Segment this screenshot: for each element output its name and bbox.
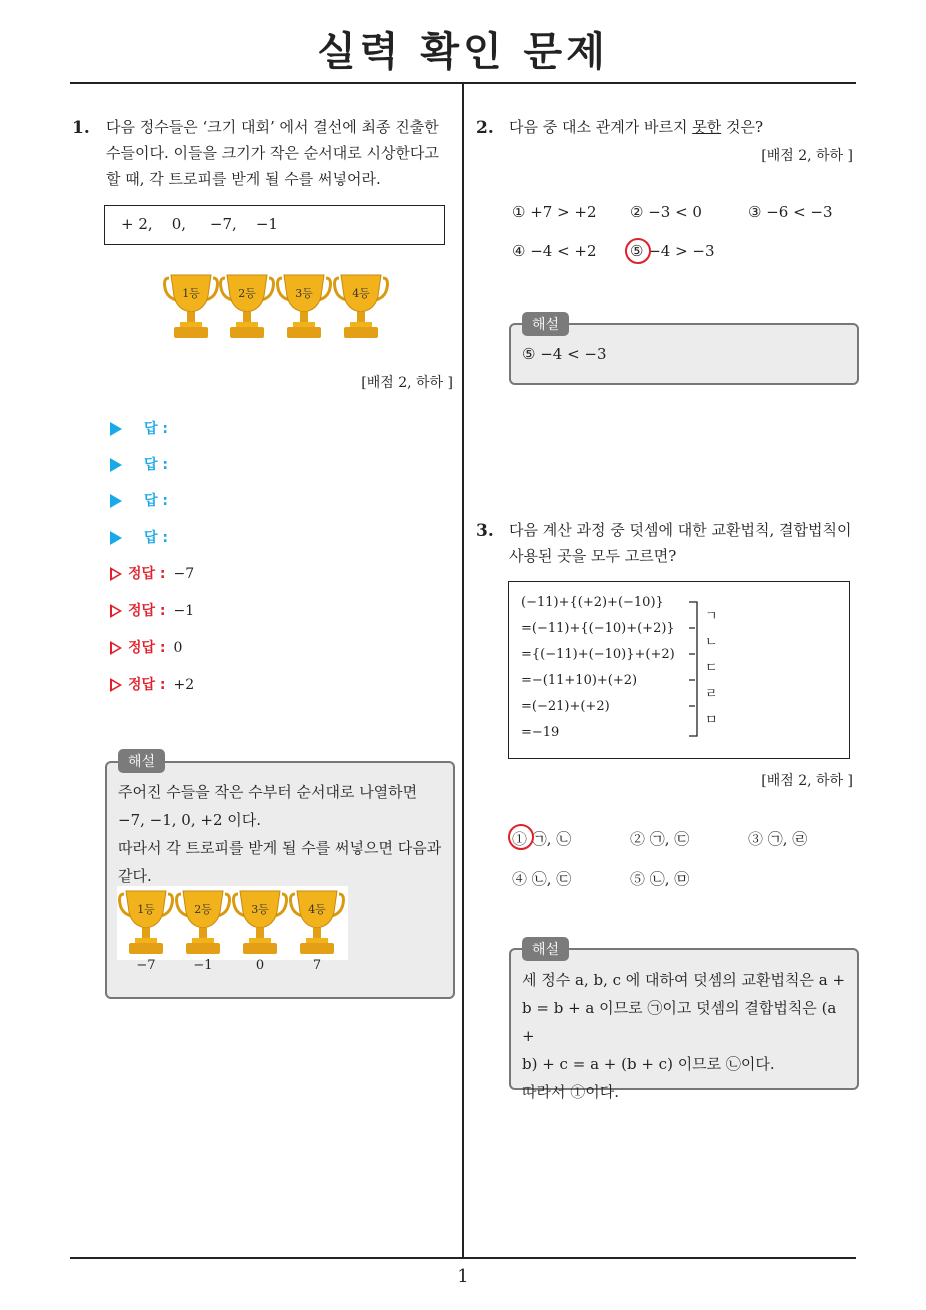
trophy-label: 4등 bbox=[308, 903, 326, 916]
trophy-icon bbox=[232, 888, 288, 958]
calc-line: =−19 bbox=[521, 725, 560, 740]
answer-row[interactable] bbox=[110, 490, 168, 510]
answer-row[interactable] bbox=[110, 527, 168, 547]
correct-value: −1 bbox=[173, 603, 195, 619]
q1-meta: [배점 2, 하하 ] bbox=[361, 375, 453, 391]
q3-text bbox=[509, 517, 859, 569]
play-arrow-icon bbox=[110, 458, 122, 472]
page-number: 1 bbox=[457, 1266, 469, 1287]
selected-answer-circle bbox=[508, 824, 534, 850]
solution-line: 따라서 각 트로피를 받게 될 수를 써넣으면 다음과 bbox=[118, 839, 442, 857]
q1-text bbox=[106, 114, 456, 192]
outline-arrow-icon bbox=[110, 567, 122, 581]
step-label: ㄹ bbox=[705, 687, 718, 702]
trophy-icon bbox=[276, 272, 332, 342]
q3-number: 3. bbox=[476, 521, 494, 541]
correct-value: 0 bbox=[173, 640, 183, 656]
trophy-icon bbox=[118, 888, 174, 958]
solution-tab: 해설 bbox=[522, 937, 569, 961]
q2-text-part: 것은? bbox=[721, 118, 764, 136]
calc-line: =(−21)+(+2) bbox=[521, 699, 610, 714]
trophy-label: 4등 bbox=[352, 287, 370, 300]
q1-solution-text bbox=[118, 778, 448, 890]
play-arrow-icon bbox=[110, 494, 122, 508]
correct-row bbox=[110, 563, 194, 583]
calc-line: ={(−11)+(−10)}+(+2) bbox=[521, 647, 675, 662]
trophy-label: 1등 bbox=[137, 903, 155, 916]
q2-text bbox=[509, 114, 859, 140]
answer-label: 답 : bbox=[144, 457, 168, 473]
trophy-icon bbox=[333, 272, 389, 342]
column-divider bbox=[462, 83, 464, 1259]
q1-numbers: + 2, 0, −7, −1 bbox=[121, 215, 278, 233]
trophy-icon bbox=[175, 888, 231, 958]
trophy-icon bbox=[163, 272, 219, 342]
answer-label: 답 : bbox=[144, 493, 168, 509]
q3-choice-5[interactable]: ⑤ ㉡, ㉤ bbox=[630, 870, 690, 888]
trophy-value: −7 bbox=[136, 958, 156, 973]
q3-meta: [배점 2, 하하 ] bbox=[761, 773, 853, 789]
solution-line: −7, −1, 0, +2 이다. bbox=[118, 811, 262, 829]
step-label: ㅁ bbox=[705, 713, 718, 728]
q1-number-box bbox=[104, 205, 445, 245]
play-arrow-icon bbox=[110, 531, 122, 545]
correct-label: 정답 : bbox=[128, 677, 166, 693]
trophy-label: 3등 bbox=[251, 903, 269, 916]
q2-choice-5[interactable]: ⑤ −4 > −3 bbox=[630, 242, 715, 260]
q2-meta: [배점 2, 하하 ] bbox=[761, 148, 853, 164]
solution-line: 주어진 수들을 작은 수부터 순서대로 나열하면 bbox=[118, 783, 418, 801]
calc-line: =(−11)+{(−10)+(+2)} bbox=[521, 621, 675, 636]
q3-choice-1[interactable]: ① ㉠, ㉡ bbox=[512, 830, 572, 848]
answer-row[interactable] bbox=[110, 418, 168, 438]
q1-text-line: 다음 정수들은 ‘크기 대회’ 에서 결선에 최종 진출한 bbox=[106, 118, 439, 136]
q2-text-part: 다음 중 대소 관계가 바르지 bbox=[509, 118, 693, 136]
footer-rule bbox=[70, 1257, 856, 1259]
trophy-label: 2등 bbox=[194, 903, 212, 916]
q3-text-line: 사용된 곳을 모두 고르면? bbox=[509, 547, 677, 565]
q2-choice-1[interactable]: ① +7 > +2 bbox=[512, 203, 597, 221]
correct-row bbox=[110, 637, 182, 657]
outline-arrow-icon bbox=[110, 604, 122, 618]
solution-line: 같다. bbox=[118, 867, 152, 885]
q2-solution-text: ⑤ −4 < −3 bbox=[522, 345, 607, 363]
correct-label: 정답 : bbox=[128, 640, 166, 656]
q2-choice-4[interactable]: ④ −4 < +2 bbox=[512, 242, 597, 260]
step-label: ㄱ bbox=[705, 609, 718, 624]
q3-solution-text bbox=[522, 966, 852, 1106]
trophy-icon bbox=[289, 888, 345, 958]
trophy-value: 7 bbox=[312, 958, 322, 973]
trophy-value: −1 bbox=[193, 958, 213, 973]
step-label: ㄷ bbox=[705, 661, 718, 676]
correct-value: −7 bbox=[173, 566, 195, 582]
play-arrow-icon bbox=[110, 422, 122, 436]
correct-row bbox=[110, 600, 194, 620]
correct-value: +2 bbox=[173, 677, 195, 693]
calc-line: (−11)+{(+2)+(−10)} bbox=[521, 595, 664, 610]
q2-choice-3[interactable]: ③ −6 < −3 bbox=[748, 203, 833, 221]
outline-arrow-icon bbox=[110, 641, 122, 655]
calc-line: =−(11+10)+(+2) bbox=[521, 673, 638, 688]
solution-line: b = b + a 이므로 ㉠이고 덧셈의 결합법칙은 (a + bbox=[522, 999, 837, 1045]
solution-line: b) + c = a + (b + c) 이므로 ㉡이다. bbox=[522, 1055, 775, 1073]
q2-number: 2. bbox=[476, 118, 494, 138]
page-title: 실력 확인 문제 bbox=[317, 29, 609, 75]
q1-number: 1. bbox=[72, 118, 90, 138]
q3-choice-2[interactable]: ② ㉠, ㉢ bbox=[630, 830, 690, 848]
trophy-value: 0 bbox=[255, 958, 265, 973]
solution-line: 세 정수 a, b, c 에 대하여 덧셈의 교환법칙은 a + bbox=[522, 971, 846, 989]
correct-row bbox=[110, 674, 194, 694]
step-label: ㄴ bbox=[705, 635, 718, 650]
solution-line: 따라서 ①이다. bbox=[522, 1083, 619, 1101]
trophy-label: 3등 bbox=[295, 287, 313, 300]
solution-tab: 해설 bbox=[522, 312, 569, 336]
correct-label: 정답 : bbox=[128, 566, 166, 582]
answer-label: 답 : bbox=[144, 421, 168, 437]
q1-solution-trophies bbox=[117, 886, 348, 960]
q1-text-line: 수들이다. 이들을 크기가 작은 순서대로 시상한다고 bbox=[106, 144, 439, 162]
solution-tab: 해설 bbox=[118, 749, 165, 773]
trophy-icon bbox=[219, 272, 275, 342]
trophy-label: 1등 bbox=[182, 287, 200, 300]
q3-calculation bbox=[521, 590, 675, 746]
q1-text-line: 할 때, 각 트로피를 받게 될 수를 써넣어라. bbox=[106, 170, 381, 188]
q3-choice-4[interactable]: ④ ㉡, ㉢ bbox=[512, 870, 572, 888]
correct-label: 정답 : bbox=[128, 603, 166, 619]
q2-choice-2[interactable]: ② −3 < 0 bbox=[630, 203, 702, 221]
trophy-label: 2등 bbox=[238, 287, 256, 300]
q3-step-labels bbox=[705, 604, 718, 734]
q3-choice-3[interactable]: ③ ㉠, ㉣ bbox=[748, 830, 808, 848]
answer-row[interactable] bbox=[110, 454, 168, 474]
answer-label: 답 : bbox=[144, 530, 168, 546]
q3-text-line: 다음 계산 과정 중 덧셈에 대한 교환법칙, 결합법칙이 bbox=[509, 521, 852, 539]
q2-text-underlined: 못한 bbox=[692, 118, 722, 136]
selected-answer-circle bbox=[625, 238, 651, 264]
outline-arrow-icon bbox=[110, 678, 122, 692]
